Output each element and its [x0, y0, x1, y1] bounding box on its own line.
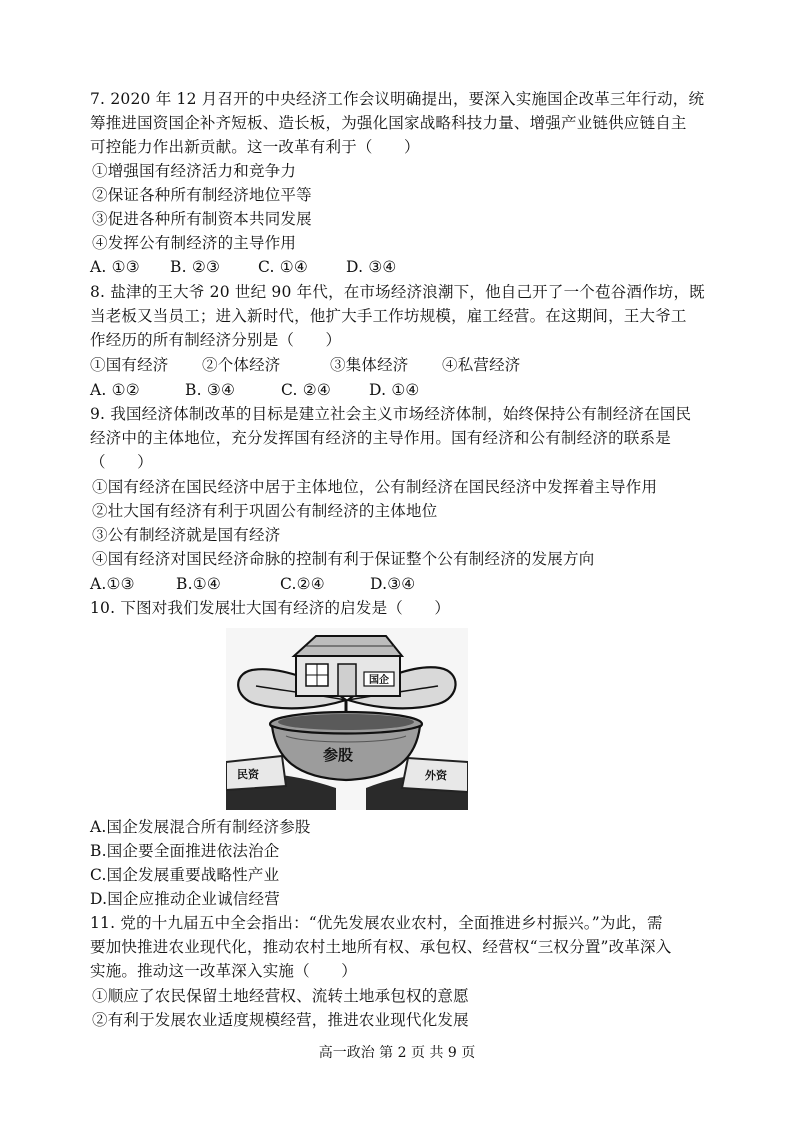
- q7-stem-line-1: 7. 2020 年 12 月召开的中央经济工作会议明确提出，要深入实施国企改革三年行动，统: [90, 90, 705, 108]
- q8-items: [90, 355, 521, 375]
- page-footer: 高一政治 第 2 页 共 9 页: [318, 1045, 476, 1061]
- q9-stem-line-1: 9. 我国经济体制改革的目标是建立社会主义市场经济体制，始终保持公有制经济在国民: [90, 405, 692, 423]
- q8-option-a[interactable]: A. ①②: [90, 381, 140, 399]
- q8-stem-line-2: 当老板又当员工；进入新时代，他扩大手工作坊规模，雇工经营。在这期间，王大爷工: [90, 307, 687, 325]
- q7-item-3: ③促进各种所有制资本共同发展: [92, 210, 312, 228]
- q10-stem-line-1: 10. 下图对我们发展壮大国有经济的启发是（ ）: [90, 599, 451, 617]
- q9-item-2: ②壮大国有经济有利于巩固公有制经济的主体地位: [92, 502, 438, 520]
- q10-cartoon-figure: [226, 628, 468, 810]
- q8-stem-line-1: 8. 盐津的王大爷 20 世纪 90 年代，在市场经济浪潮下，他自己开了一个苞谷酒作坊，既: [90, 283, 705, 301]
- figure-label-private-capital: 民资: [237, 768, 259, 781]
- q8-options: [90, 380, 420, 400]
- q7-option-c[interactable]: C. ①④: [258, 258, 308, 276]
- q8-stem-line-3: 作经历的所有制经济分别是（ ）: [90, 331, 342, 349]
- q8-option-d[interactable]: D. ①④: [369, 381, 420, 399]
- q11-stem-line-3: 实施。推动这一改革深入实施（ ）: [90, 962, 357, 980]
- q11-stem-line-1: 11. 党的十九届五中全会指出：“优先发展农业农村，全面推进乡村振兴。”为此，需: [90, 914, 663, 932]
- q9-item-3: ③公有制经济就是国有经济: [92, 526, 281, 544]
- q10-option-d[interactable]: D.国企应推动企业诚信经营: [90, 890, 280, 908]
- q7-option-d[interactable]: D. ③④: [346, 258, 397, 276]
- figure-label-state-enterprise: 国企: [369, 675, 389, 686]
- figure-label-shareholding: 参股: [322, 746, 354, 764]
- q7-item-4: ④发挥公有制经济的主导作用: [92, 234, 297, 252]
- q8-option-c[interactable]: C. ②④: [281, 381, 331, 399]
- q10-option-c[interactable]: C.国企发展重要战略性产业: [90, 866, 280, 884]
- q10-option-a[interactable]: A.国企发展混合所有制经济参股: [90, 818, 311, 836]
- q7-option-b[interactable]: B. ②③: [170, 258, 221, 276]
- q11-item-2: ②有利于发展农业适度规模经营，推进农业现代化发展: [92, 1011, 469, 1029]
- q11-item-1: ①顺应了农民保留土地经营权、流转土地承包权的意愿: [92, 987, 469, 1005]
- q9-stem-line-3: （ ）: [90, 453, 153, 471]
- q7-stem-line-3: 可控能力作出新贡献。这一改革有利于（ ）: [90, 138, 420, 156]
- q9-item-4: ④国有经济对国民经济命脉的控制有利于保证整个公有制经济的发展方向: [92, 550, 595, 568]
- q11-stem-line-2: 要加快推进农业现代化，推动农村土地所有权、承包权、经营权“三权分置”改革深入: [90, 938, 672, 956]
- q8-option-b[interactable]: B. ③④: [185, 381, 236, 399]
- q9-option-b[interactable]: B.①④: [176, 575, 221, 593]
- q9-option-a[interactable]: A.①③: [90, 575, 135, 593]
- q7-item-1: ①增强国有经济活力和竞争力: [92, 162, 297, 180]
- q8-item-3: ③集体经济: [330, 356, 409, 374]
- q9-option-d[interactable]: D.③④: [370, 575, 416, 593]
- q10-option-b[interactable]: B.国企要全面推进依法治企: [90, 842, 280, 860]
- q7-option-a[interactable]: A. ①③: [90, 258, 140, 276]
- q7-stem-line-2: 筹推进国资国企补齐短板、造长板，为强化国家战略科技力量、增强产业链供应链自主: [90, 114, 687, 132]
- q9-item-1: ①国有经济在国民经济中居于主体地位，公有制经济在国民经济中发挥着主导作用: [92, 478, 658, 496]
- q9-stem-line-2: 经济中的主体地位，充分发挥国有经济的主导作用。国有经济和公有制经济的联系是: [90, 429, 671, 447]
- q9-options: [90, 574, 415, 594]
- figure-label-foreign-capital: 外资: [425, 769, 447, 782]
- q8-item-4: ④私营经济: [442, 356, 521, 374]
- q8-item-2: ②个体经济: [202, 356, 281, 374]
- q7-item-2: ②保证各种所有制经济地位平等: [92, 186, 312, 204]
- q8-item-1: ①国有经济: [90, 356, 169, 374]
- q7-options: [90, 257, 397, 277]
- q9-option-c[interactable]: C.②④: [280, 575, 325, 593]
